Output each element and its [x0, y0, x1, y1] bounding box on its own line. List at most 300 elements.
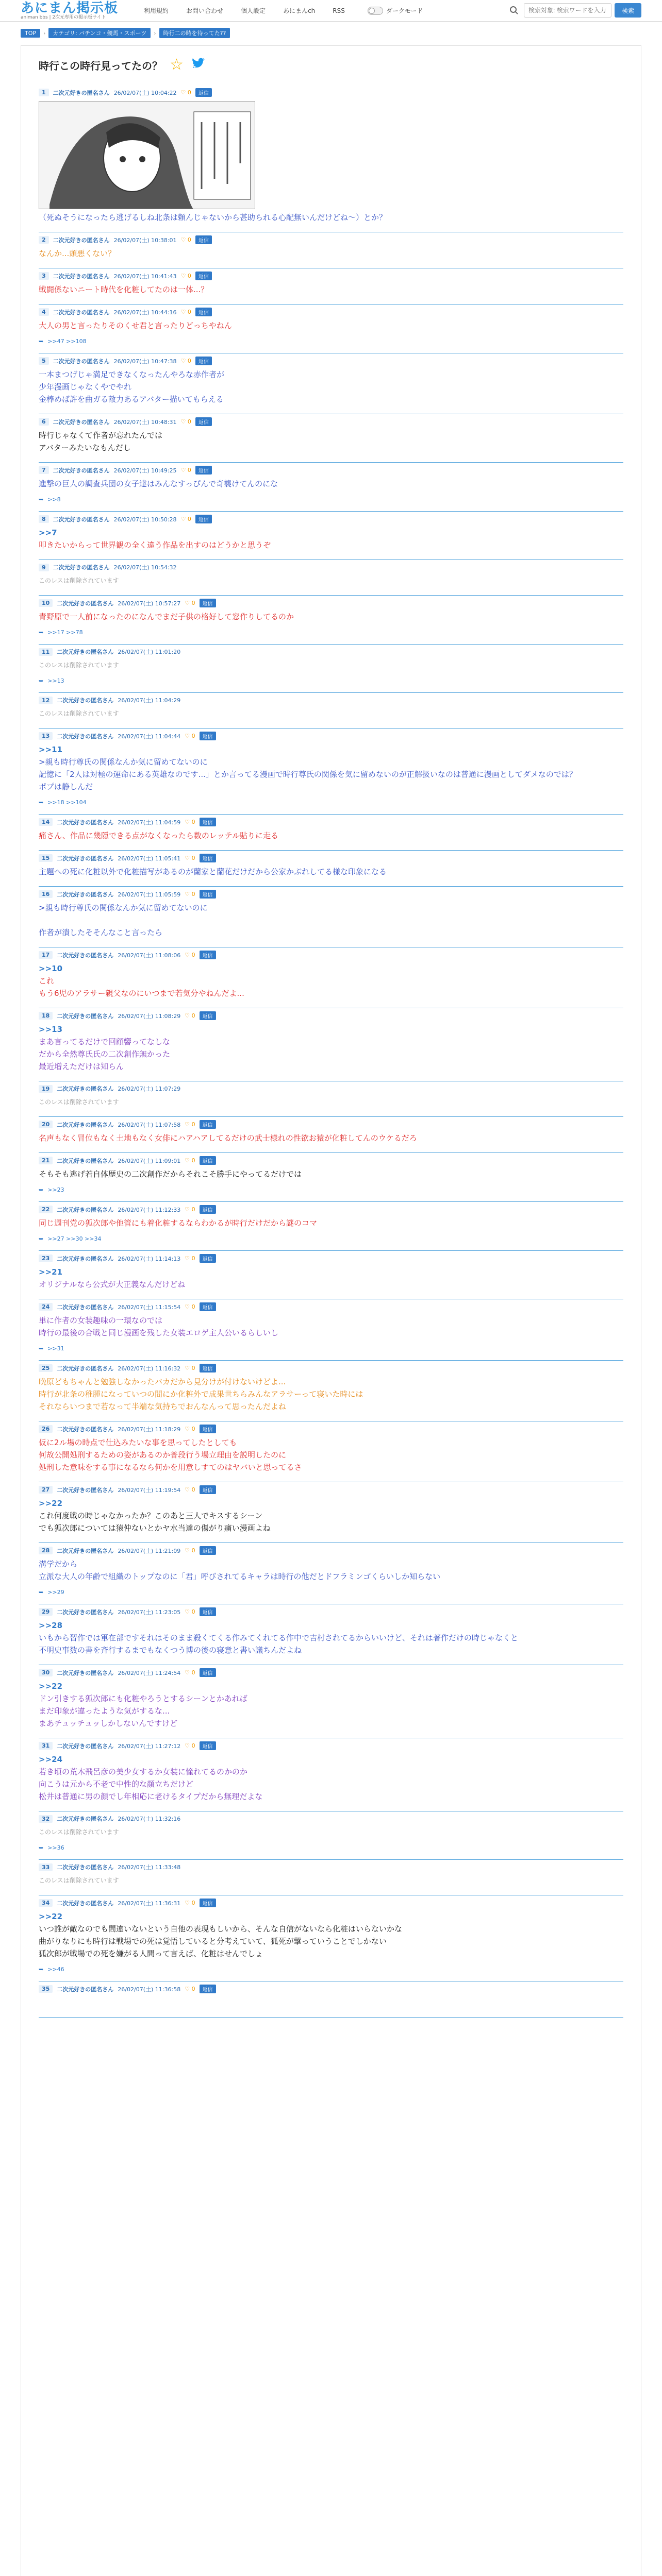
post-author: 二次元好きの匿名さん — [57, 1486, 114, 1494]
reply-references[interactable] — [39, 1345, 623, 1352]
like-value: 0 — [187, 516, 191, 522]
twitter-bird-icon[interactable] — [191, 56, 206, 74]
reply-button[interactable]: 返信 — [195, 466, 212, 474]
post-number[interactable]: 4 — [39, 308, 49, 316]
reply-button[interactable]: 返信 — [200, 1254, 216, 1263]
post-number[interactable]: 20 — [39, 1121, 53, 1128]
post-line: 痛さん、作品に幾隠できる点がなくなったら数のレッテル貼りに走る — [39, 831, 279, 840]
heart-icon: ♡ — [180, 418, 188, 425]
crumb-thread[interactable]: 時行二の時を待ってた?? — [159, 28, 230, 38]
heart-icon: ♡ — [180, 236, 188, 243]
post-line: このレスは削除されています — [39, 710, 119, 717]
post-header — [39, 854, 623, 862]
heart-icon: ♡ — [185, 1303, 192, 1310]
post-body — [39, 283, 623, 296]
post-number[interactable]: 8 — [39, 515, 49, 523]
post-author: 二次元好きの匿名さん — [57, 1012, 114, 1020]
post-body — [39, 1132, 623, 1144]
like-count[interactable] — [185, 891, 195, 897]
post-number[interactable]: 10 — [39, 599, 53, 607]
post-header — [39, 563, 623, 571]
post-date: 26/02/07(土) 11:15:54 — [118, 1303, 181, 1311]
post-number[interactable]: 19 — [39, 1085, 53, 1093]
main-nav — [144, 6, 423, 15]
post-line: 向こうは元から不老で中性的な顔立ちだけど — [39, 1780, 194, 1789]
post-line: 一本まつげじゃ満足できなくなったんやろな赤作者が — [39, 370, 225, 379]
reply-anchor[interactable]: >>22 — [39, 1912, 63, 1921]
post-date: 26/02/07(土) 11:24:54 — [118, 1669, 181, 1676]
reply-button[interactable]: 返信 — [200, 1364, 216, 1372]
post-line: だから全然尊氏氏の二次創作無かった — [39, 1049, 171, 1059]
post-header — [39, 1741, 623, 1750]
reply-references[interactable] — [39, 677, 623, 684]
post-body — [39, 611, 623, 623]
post-number[interactable]: 24 — [39, 1303, 53, 1311]
like-count[interactable] — [181, 236, 191, 243]
search-area — [507, 3, 641, 18]
reply-button[interactable]: 返信 — [200, 854, 216, 862]
reply-anchor[interactable]: >>11 — [39, 745, 63, 754]
post-number[interactable]: 18 — [39, 1012, 53, 1020]
like-count[interactable] — [181, 358, 191, 364]
like-value: 0 — [187, 236, 191, 243]
post-header — [39, 1546, 623, 1555]
thread-main — [21, 45, 641, 2576]
post-number[interactable]: 3 — [39, 272, 49, 280]
post-item — [39, 1081, 623, 1117]
reply-list[interactable]: >>27 >>30 >>34 — [47, 1235, 102, 1242]
post-number[interactable]: 11 — [39, 648, 53, 656]
reply-button[interactable]: 返信 — [200, 1607, 216, 1616]
like-value: 0 — [191, 1900, 195, 1906]
like-count[interactable] — [185, 1365, 195, 1371]
post-item — [39, 1543, 623, 1604]
nav-terms[interactable]: 利用規約 — [144, 7, 169, 14]
post-item — [39, 1738, 623, 1811]
reply-button[interactable]: 返信 — [195, 235, 212, 244]
reply-button[interactable]: 返信 — [200, 1985, 216, 1993]
reply-button[interactable]: 返信 — [200, 1156, 216, 1165]
post-header — [39, 1607, 623, 1616]
post-number[interactable]: 29 — [39, 1608, 53, 1616]
like-count[interactable] — [181, 309, 191, 315]
heart-icon: ♡ — [180, 89, 188, 96]
post-date: 26/02/07(土) 11:07:29 — [118, 1086, 181, 1092]
like-count[interactable] — [185, 1486, 195, 1493]
post-line: 時行の最後の合戦と同じ漫画を残した女装エロゲ主人公いるらしいし — [39, 1328, 279, 1337]
like-count[interactable] — [185, 1255, 195, 1262]
post-author: 二次元好きの匿名さん — [57, 600, 114, 607]
post-line: このレスは削除されています — [39, 1098, 119, 1106]
like-count[interactable] — [185, 1121, 195, 1128]
post-header — [39, 1485, 623, 1494]
reply-list[interactable]: >>46 — [47, 1966, 64, 1973]
post-item — [39, 728, 623, 815]
reply-button[interactable]: 返信 — [200, 951, 216, 959]
post-line — [39, 914, 623, 926]
post-number[interactable]: 26 — [39, 1425, 53, 1433]
post-author: 二次元好きの匿名さん — [53, 358, 110, 365]
post-date: 26/02/07(土) 11:04:59 — [118, 819, 181, 826]
post-body — [39, 1023, 623, 1073]
reply-button[interactable]: 返信 — [200, 1011, 216, 1020]
post-header — [39, 951, 623, 959]
heart-icon: ♡ — [185, 1255, 192, 1262]
reply-list[interactable]: >>29 — [47, 1589, 64, 1596]
post-date: 26/02/07(土) 10:44:16 — [113, 309, 177, 316]
post-item — [39, 1482, 623, 1543]
reply-button[interactable]: 返信 — [200, 1205, 216, 1214]
post-author: 二次元好きの匿名さん — [57, 1255, 114, 1262]
post-header — [39, 1302, 623, 1311]
reply-arrow-icon: ➥ — [39, 1589, 44, 1596]
reply-anchor[interactable]: >>22 — [39, 1499, 63, 1508]
post-date: 26/02/07(土) 11:05:59 — [118, 891, 181, 898]
post-header — [39, 732, 623, 740]
like-value: 0 — [191, 891, 195, 897]
like-count[interactable] — [185, 733, 195, 739]
post-author: 二次元好きの匿名さん — [57, 1864, 114, 1871]
post-line: 金棒めば許を曲ガる敵力あるアバター描いてもらえる — [39, 395, 224, 404]
reply-references[interactable] — [39, 1589, 623, 1596]
post-header — [39, 1120, 623, 1129]
nav-contact[interactable]: お問い合わせ — [186, 7, 224, 14]
post-number[interactable]: 5 — [39, 357, 49, 365]
like-count[interactable] — [185, 1669, 195, 1676]
crumb-category[interactable]: カテゴリ: パチンコ・競馬・スポーツ — [48, 28, 151, 38]
post-number[interactable]: 2 — [39, 236, 49, 244]
reply-references[interactable] — [39, 1844, 623, 1851]
like-count[interactable] — [185, 952, 195, 958]
reply-anchor[interactable]: >>13 — [39, 1025, 63, 1034]
site-logo[interactable] — [21, 2, 118, 20]
reply-list[interactable]: >>13 — [47, 677, 64, 684]
reply-button[interactable]: 返信 — [195, 417, 212, 426]
reply-button[interactable]: 返信 — [195, 88, 212, 97]
post-body — [39, 743, 623, 793]
page-title: 時行この時行見ってたの？ — [39, 59, 162, 72]
like-value: 0 — [191, 1012, 195, 1019]
reply-list[interactable]: >>17 >>78 — [47, 629, 83, 636]
crumb-separator: › — [43, 29, 46, 37]
post-line: 溝学だから — [39, 1560, 78, 1569]
like-count[interactable] — [185, 1900, 195, 1906]
reply-button[interactable]: 返信 — [200, 732, 216, 740]
reply-list[interactable]: >>47 >>108 — [47, 338, 87, 345]
post-line: このレスは削除されています — [39, 662, 119, 669]
heart-icon: ♡ — [185, 819, 192, 825]
reply-references[interactable] — [39, 1235, 623, 1242]
reply-arrow-icon: ➥ — [39, 1966, 44, 1973]
post-author: 二次元好きの匿名さん — [53, 89, 110, 96]
post-header — [39, 890, 623, 899]
post-body — [39, 211, 623, 224]
reply-button[interactable]: 返信 — [200, 818, 216, 826]
reply-references[interactable] — [39, 1966, 623, 1973]
heart-icon: ♡ — [185, 1365, 192, 1371]
like-count[interactable] — [185, 1303, 195, 1310]
reply-button[interactable]: 返信 — [200, 890, 216, 899]
post-date: 26/02/07(土) 11:32:16 — [118, 1816, 181, 1822]
post-item — [39, 85, 623, 232]
post-date: 26/02/07(土) 10:04:22 — [113, 89, 177, 96]
post-line: 若き頃の荒木飛呂彦の美少女するか女装に憧れてるのかのか — [39, 1767, 248, 1776]
post-author: 二次元好きの匿名さん — [57, 1900, 114, 1907]
post-item — [39, 560, 623, 596]
dark-mode-toggle[interactable] — [368, 6, 423, 15]
reply-list[interactable]: >>36 — [47, 1844, 64, 1851]
post-author: 二次元好きの匿名さん — [57, 1608, 114, 1616]
post-date: 26/02/07(土) 11:21:09 — [118, 1547, 181, 1554]
post-number[interactable]: 14 — [39, 818, 53, 826]
like-count[interactable] — [181, 89, 191, 96]
post-body — [39, 1217, 623, 1229]
post-header — [39, 1425, 623, 1433]
post-body — [39, 1910, 623, 1960]
post-number[interactable]: 9 — [39, 564, 49, 571]
post-header — [39, 417, 623, 426]
like-count[interactable] — [185, 819, 195, 825]
post-line: 名声もなく冒位もなく土地もなく女俳にハアハアしてるだけの武士様れの性欲お猿が化粧してんのウケるだろ — [39, 1133, 417, 1143]
reply-anchor[interactable]: >>24 — [39, 1755, 63, 1764]
post-date: 26/02/07(土) 10:54:32 — [113, 564, 177, 571]
post-line: 叩きたいからって世界観の全く違う作品を出すのはどうかと思うぞ — [39, 540, 271, 550]
post-number[interactable]: 33 — [39, 1863, 53, 1871]
post-line: 最近増えただけは知らん — [39, 1062, 124, 1071]
post-header — [39, 1011, 623, 1020]
post-number[interactable]: 35 — [39, 1985, 53, 1993]
post-header — [39, 272, 623, 280]
post-author: 二次元好きの匿名さん — [57, 952, 114, 959]
post-number[interactable]: 7 — [39, 466, 49, 474]
post-item — [39, 1361, 623, 1421]
post-line: 単に作者の女装趣味の一環なのでは — [39, 1316, 163, 1325]
nav-rss[interactable]: RSS — [333, 7, 345, 14]
post-line: これ — [39, 976, 55, 986]
post-item — [39, 693, 623, 728]
reply-button[interactable]: 返信 — [200, 1741, 216, 1750]
reply-button[interactable]: 返信 — [200, 1302, 216, 1311]
reply-list[interactable]: >>18 >>104 — [47, 799, 87, 806]
post-number[interactable]: 25 — [39, 1364, 53, 1372]
post-line: >親も時行尊氏の関係なんか気に留めてないのに — [39, 903, 208, 912]
reply-button[interactable]: 返信 — [200, 1120, 216, 1129]
post-item — [39, 1860, 623, 1895]
post-line: そもそも逃げ若自体歴史の二次創作だからそれこそ勝手にやってるだけでは — [39, 1170, 302, 1179]
post-number[interactable]: 12 — [39, 697, 53, 704]
reply-references[interactable] — [39, 799, 623, 806]
post-number[interactable]: 30 — [39, 1669, 53, 1676]
post-number[interactable]: 15 — [39, 854, 53, 862]
reply-button[interactable]: 返信 — [195, 272, 212, 280]
post-date: 26/02/07(土) 11:36:58 — [118, 1986, 181, 1993]
logo-text: あにまん掲示板 — [21, 0, 119, 16]
post-body — [39, 902, 623, 939]
reply-button[interactable]: 返信 — [195, 308, 212, 316]
post-number[interactable]: 23 — [39, 1255, 53, 1262]
post-author: 二次元好きの匿名さん — [57, 891, 114, 898]
heart-icon: ♡ — [185, 1742, 192, 1749]
like-count[interactable] — [185, 1206, 195, 1213]
post-line: 記憶に「2人は対極の運命にある英雄なのです...」とか言ってる漫画で時行尊氏の関係を気に留めないのが正解扱いなのは普通に漫画としてダメなのでは？ — [39, 770, 577, 779]
post-line: まだ印象が違ったような気がするな... — [39, 1706, 170, 1716]
post-line: このレスは削除されています — [39, 577, 119, 584]
reply-references[interactable] — [39, 338, 623, 345]
post-line: もう6児のアラサー親父なのにいつまで若気分やねんだよ... — [39, 989, 244, 998]
reply-button[interactable]: 返信 — [200, 1546, 216, 1555]
dark-mode-label: ダークモード — [386, 7, 423, 14]
post-line: これ何度戦の時じゃなかったか？このあと三人でキスするシーン — [39, 1511, 263, 1520]
post-author: 二次元好きの匿名さん — [57, 697, 114, 704]
post-number[interactable]: 28 — [39, 1547, 53, 1554]
post-line: 同じ週刊党の狐次郎や他管にも着化粧するならわかるが時行だけだから謎のコマ — [39, 1218, 318, 1228]
post-body — [39, 1680, 623, 1730]
nav-settings[interactable]: 個人設定 — [241, 7, 266, 14]
post-number[interactable]: 21 — [39, 1157, 53, 1164]
like-value: 0 — [187, 418, 191, 425]
post-line: 何故公開処刑するための姿があるのか普段行う場立理由を説明したのに — [39, 1450, 287, 1460]
heart-icon: ♡ — [185, 1986, 192, 1992]
post-line: ポプは静しんだ — [39, 782, 93, 791]
reply-button[interactable]: 返信 — [200, 1485, 216, 1494]
reply-references[interactable] — [39, 629, 623, 636]
post-number[interactable]: 13 — [39, 732, 53, 740]
post-author: 二次元好きの匿名さん — [57, 733, 114, 740]
like-count[interactable] — [185, 1157, 195, 1164]
post-list — [39, 85, 623, 2018]
heart-icon: ♡ — [185, 1547, 192, 1554]
reply-button[interactable]: 返信 — [200, 1899, 216, 1907]
like-count[interactable] — [185, 1742, 195, 1749]
post-line: まあ言ってるだけで回顧響ってなしな — [39, 1037, 171, 1046]
post-number[interactable]: 27 — [39, 1486, 53, 1494]
like-count[interactable] — [181, 467, 191, 473]
like-value: 0 — [191, 855, 195, 861]
reply-anchor[interactable]: >>7 — [39, 528, 57, 537]
post-date: 26/02/07(土) 11:08:06 — [118, 952, 181, 959]
like-count[interactable] — [185, 855, 195, 861]
post-item — [39, 463, 623, 512]
like-value: 0 — [191, 952, 195, 958]
like-value: 0 — [191, 1255, 195, 1262]
post-number[interactable]: 22 — [39, 1206, 53, 1213]
post-author: 二次元好きの匿名さん — [57, 1742, 114, 1750]
post-date: 26/02/07(土) 11:09:01 — [118, 1157, 181, 1164]
post-number[interactable]: 31 — [39, 1742, 53, 1750]
reply-anchor[interactable]: >>28 — [39, 1621, 63, 1630]
post-number[interactable]: 34 — [39, 1899, 53, 1907]
post-author: 二次元好きの匿名さん — [57, 1157, 114, 1164]
post-date: 26/02/07(土) 11:16:32 — [118, 1365, 181, 1372]
post-item — [39, 1153, 623, 1202]
post-line: それならいつまで若なって半端な気持ちでおんなんって思ったんだよね — [39, 1402, 286, 1411]
post-line: 大人の男と言ったりそのくせ君と言ったりどっちやねん — [39, 321, 232, 330]
reply-list[interactable]: >>8 — [47, 496, 61, 503]
reply-references[interactable] — [39, 1187, 623, 1193]
reply-list[interactable]: >>23 — [47, 1187, 64, 1193]
like-count[interactable] — [185, 600, 195, 606]
like-value: 0 — [191, 1742, 195, 1749]
reply-button[interactable]: 返信 — [200, 599, 216, 607]
crumb-top[interactable]: TOP — [21, 29, 40, 38]
like-value: 0 — [191, 1157, 195, 1164]
post-body — [39, 1314, 623, 1339]
post-author: 二次元好きの匿名さん — [53, 516, 110, 523]
reply-button[interactable]: 返信 — [195, 515, 212, 523]
reply-button[interactable]: 返信 — [200, 1425, 216, 1433]
post-body — [39, 829, 623, 842]
post-body — [39, 1096, 623, 1108]
like-count[interactable] — [185, 1547, 195, 1554]
reply-button[interactable]: 返信 — [200, 1668, 216, 1677]
reply-anchor[interactable]: >>10 — [39, 964, 63, 973]
post-item — [39, 1604, 623, 1665]
like-count[interactable] — [181, 418, 191, 425]
like-value: 0 — [191, 1608, 195, 1615]
post-author: 二次元好きの匿名さん — [57, 1426, 114, 1433]
post-line: なんか...頭悪くない？ — [39, 249, 116, 258]
reply-arrow-icon: ➥ — [39, 1844, 44, 1851]
post-author: 二次元好きの匿名さん — [53, 418, 110, 426]
post-item — [39, 887, 623, 947]
nav-animanch[interactable]: あにまんch — [283, 7, 316, 14]
search-input[interactable] — [524, 3, 611, 18]
star-icon[interactable]: ☆ — [170, 56, 184, 74]
like-count[interactable] — [185, 1012, 195, 1019]
like-count[interactable] — [185, 1986, 195, 1992]
heart-icon: ♡ — [185, 1900, 192, 1906]
search-button[interactable]: 検索 — [615, 3, 641, 18]
reply-references[interactable] — [39, 496, 623, 503]
search-icon[interactable] — [507, 4, 521, 17]
toggle-switch[interactable] — [368, 7, 383, 15]
post-date: 26/02/07(土) 11:05:41 — [118, 855, 181, 862]
post-number[interactable]: 6 — [39, 418, 49, 426]
post-image[interactable] — [39, 101, 255, 209]
post-date: 26/02/07(土) 11:12:33 — [118, 1206, 181, 1213]
like-count[interactable] — [181, 516, 191, 522]
reply-anchor[interactable]: >>21 — [39, 1267, 63, 1277]
reply-arrow-icon: ➥ — [39, 629, 44, 636]
post-number[interactable]: 17 — [39, 951, 53, 959]
like-count[interactable] — [185, 1426, 195, 1432]
post-date: 26/02/07(土) 10:38:01 — [113, 236, 177, 244]
like-value: 0 — [191, 1365, 195, 1371]
heart-icon: ♡ — [185, 600, 192, 606]
post-body — [39, 1874, 623, 1887]
post-header — [39, 1815, 623, 1823]
post-author: 二次元好きの匿名さん — [57, 1669, 114, 1676]
post-number[interactable]: 32 — [39, 1815, 53, 1823]
like-count[interactable] — [181, 273, 191, 279]
post-number[interactable]: 16 — [39, 890, 53, 898]
reply-button[interactable]: 返信 — [195, 357, 212, 365]
post-author: 二次元好きの匿名さん — [57, 1365, 114, 1372]
post-header — [39, 599, 623, 607]
post-author: 二次元好きの匿名さん — [57, 1547, 114, 1554]
post-line: 不明史事数の書を斉行するまでもなくつう博の後の寝意と書い議ちんだよね — [39, 1646, 302, 1655]
reply-list[interactable]: >>31 — [47, 1345, 64, 1352]
post-header — [39, 515, 623, 523]
like-count[interactable] — [185, 1608, 195, 1615]
reply-anchor[interactable]: >>22 — [39, 1682, 63, 1691]
post-number[interactable]: 1 — [39, 89, 49, 96]
post-header — [39, 1985, 623, 1993]
post-line: 進撃の巨人の調査兵団の女子達はみんなすっぴんで奇襲けてんのにな — [39, 479, 278, 488]
post-header — [39, 308, 623, 316]
post-author: 二次元好きの匿名さん — [57, 819, 114, 826]
post-date: 26/02/07(土) 11:18:29 — [118, 1426, 181, 1433]
